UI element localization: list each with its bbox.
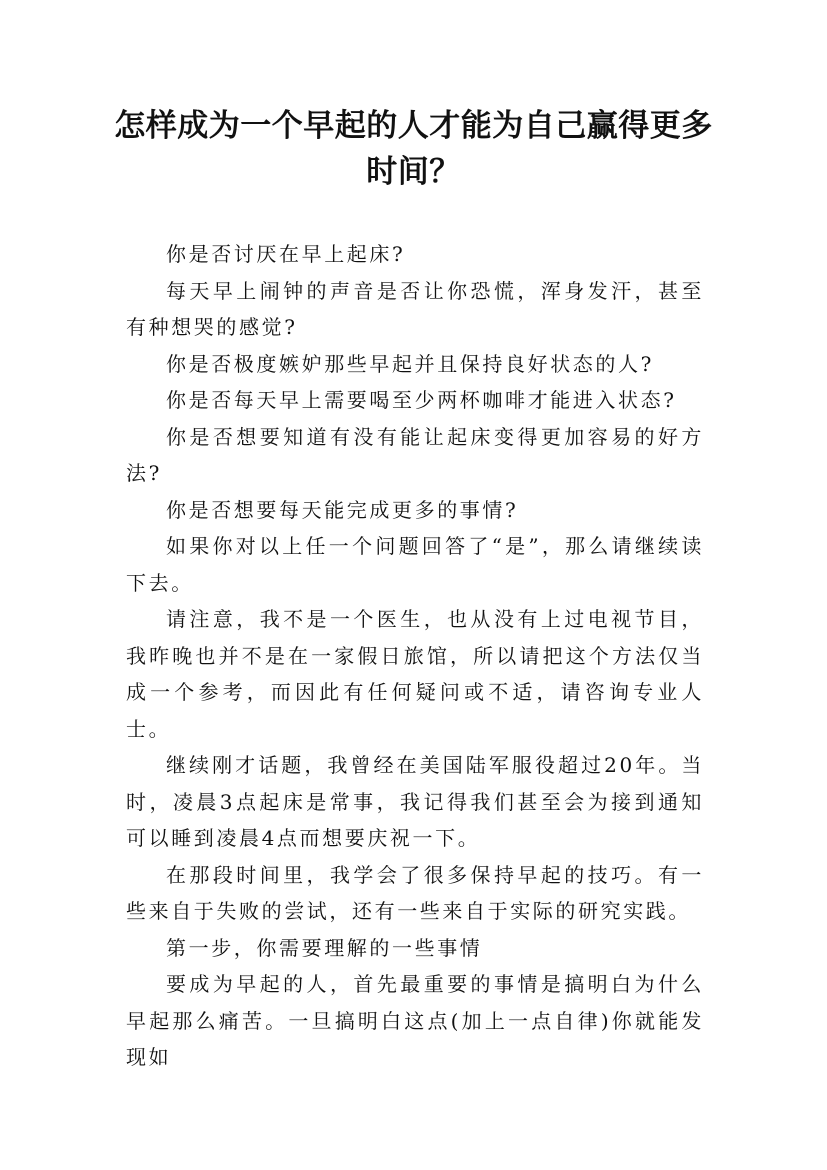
document-body xyxy=(126,236,704,1076)
paragraph: 你是否想要每天能完成更多的事情? xyxy=(166,497,519,522)
paragraph: 每天早上闹钟的声音是否让你恐慌，浑身发汗，甚至有种想哭的感觉? xyxy=(126,278,704,339)
document-title: 怎样成为一个早起的人才能为自己赢得更多时间？ xyxy=(114,108,713,190)
paragraph: 你是否讨厌在早上起床? xyxy=(166,242,406,266)
paragraph: 你是否想要知道有没有能让起床变得更加容易的好方法? xyxy=(126,424,704,485)
paragraph: 要成为早起的人，首先最重要的事情是搞明白为什么早起那么痛苦。一旦搞明白这点(加上一点自律)你就能发现如 xyxy=(126,972,704,1069)
paragraph: 你是否极度嫉妒那些早起并且保持良好状态的人? xyxy=(166,351,654,376)
paragraph: 请注意，我不是一个医生，也从没有上过电视节目，我昨晚也并不是在一家假日旅馆，所以请把这个方法仅当成一个参考，而因此有任何疑问或不适，请咨询专业人士。 xyxy=(126,607,704,741)
paragraph: 继续刚才话题，我曾经在美国陆军服役超过20年。当时，凌晨3点起床是常事，我记得我们甚至会为接到通知可以睡到凌晨4点而想要庆祝一下。 xyxy=(126,753,704,850)
paragraph: 你是否每天早上需要喝至少两杯咖啡才能进入状态? xyxy=(166,388,677,412)
section-heading: 第一步，你需要理解的一些事情 xyxy=(166,935,483,960)
paragraph: 在那段时间里，我学会了很多保持早起的技巧。有一些来自于失败的尝试，还有一些来自于实际的研究实践。 xyxy=(126,862,704,923)
paragraph: 如果你对以上任一个问题回答了“是”，那么请继续读下去。 xyxy=(126,534,704,595)
